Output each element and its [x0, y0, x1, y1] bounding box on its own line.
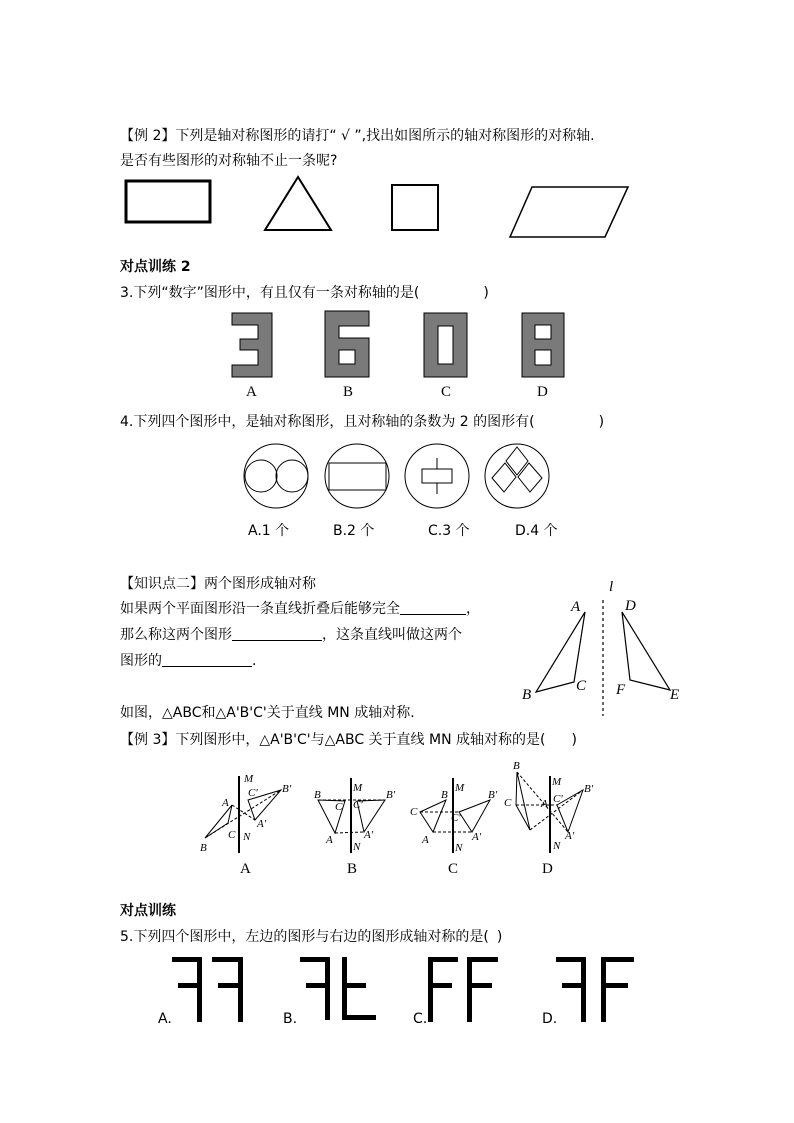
- q5-option-b: B.: [283, 1011, 298, 1027]
- fb-a1: A′: [364, 829, 374, 841]
- knowledge2-line3a: 图形的: [120, 653, 162, 669]
- practice2-heading: 对点训练 2: [120, 259, 191, 275]
- knowledge2-line2b: ，这条直线叫做这两个: [322, 627, 462, 643]
- fc-n: N: [455, 842, 463, 854]
- example3-option-d: D: [542, 861, 553, 877]
- fa-c1: C′: [248, 787, 258, 799]
- point-d-label: D: [625, 598, 636, 614]
- fc-c: C: [410, 806, 418, 818]
- q5-figure-d: [556, 957, 634, 1022]
- q4-close: ): [598, 414, 605, 430]
- fa-n: N: [243, 831, 251, 843]
- q4-option-b: B.2 个: [333, 523, 375, 539]
- fc-a: A: [422, 834, 429, 846]
- fa-a1: A′: [257, 818, 267, 830]
- fb-c1: C′: [353, 799, 363, 811]
- fb-a: A: [326, 834, 333, 846]
- q3-option-c: C: [441, 384, 452, 400]
- example3-stem: 【例 3】下列图形中，△A'B'C'与△ABC 关于直线 MN 成轴对称的是(: [120, 732, 546, 748]
- point-a-label: A: [571, 599, 581, 615]
- q5-figure-a: [172, 957, 243, 1022]
- q4-option-c: C.3 个: [428, 523, 470, 539]
- fb-n: N: [353, 841, 361, 853]
- fd-b: B: [513, 760, 520, 772]
- example3-close: ): [571, 732, 577, 748]
- q5-figure-c: [428, 957, 498, 1022]
- fa-m: M: [244, 773, 254, 785]
- fc-b1: B′: [488, 789, 498, 801]
- fc-a1: A′: [472, 831, 482, 843]
- example3-option-a: A: [240, 861, 251, 877]
- example2-line2: 是否有些图形的对称轴不止一条呢?: [120, 153, 338, 169]
- q3-stem: 3.下列“数字”图形中，有且仅有一条对称轴的是(: [120, 285, 420, 301]
- practice3-heading: 对点训练: [120, 903, 176, 919]
- point-f-label: F: [616, 682, 626, 698]
- q5-option-c: C.: [413, 1011, 428, 1027]
- example2-line1: 【例 2】下列是轴对称图形的请打“ √ ”,找出如图所示的轴对称图形的对称轴.: [120, 128, 595, 144]
- point-b-label: B: [522, 687, 532, 703]
- q3-option-a: A: [246, 384, 257, 400]
- fd-c: C: [504, 797, 512, 809]
- q4-option-a: A.1 个: [248, 523, 290, 539]
- point-c-label: C: [576, 678, 587, 694]
- fd-n: N: [553, 840, 561, 852]
- fa-b1: B′: [282, 783, 292, 795]
- q5-stem: 5.下列四个图形中，左边的图形与右边的图形成轴对称的是(: [120, 929, 489, 945]
- fd-b1: B′: [584, 783, 594, 795]
- axis-l-label: l: [609, 579, 614, 595]
- fa-b: B: [200, 842, 207, 854]
- knowledge2-line3b: .: [252, 653, 257, 669]
- fd-a1: A′: [565, 830, 575, 842]
- knowledge2-line4: 如图，△ABC和△A'B'C'关于直线 MN 成轴对称.: [120, 705, 415, 721]
- fb-m: M: [353, 782, 363, 794]
- fa-a: A: [222, 797, 229, 809]
- q3-close: ): [483, 285, 489, 301]
- knowledge2-line2a: 那么称这两个图形: [120, 627, 232, 643]
- example3-option-b: B: [347, 861, 358, 877]
- knowledge2-line1-text: 如果两个平面图形沿一条直线折叠后能够完全: [120, 601, 400, 617]
- fd-c1: C′: [553, 793, 563, 805]
- q3-option-b: B: [343, 384, 354, 400]
- knowledge2-heading: 【知识点二】两个图形成轴对称: [120, 576, 316, 592]
- fd-m: M: [552, 776, 562, 788]
- fa-c: C: [228, 829, 236, 841]
- fc-b: B: [441, 789, 448, 801]
- fc-c1: C′: [451, 812, 461, 824]
- fd-a: A: [541, 798, 548, 810]
- knowledge2-line1-end: ，: [466, 601, 480, 617]
- fc-m: M: [455, 782, 465, 794]
- q5-close: ): [496, 929, 503, 945]
- fb-c: C: [335, 801, 343, 813]
- fb-b: B: [314, 789, 321, 801]
- q4-stem: 4.下列四个图形中，是轴对称图形，且对称轴的条数为 2 的图形有(: [120, 414, 535, 430]
- q5-figure-b: [300, 957, 376, 1020]
- example3-option-c: C: [448, 861, 459, 877]
- fb-b1: B′: [386, 789, 396, 801]
- q5-option-a: A.: [158, 1011, 172, 1027]
- q4-option-d: D.4 个: [515, 523, 558, 539]
- q5-option-d: D.: [542, 1011, 558, 1027]
- point-e-label: E: [670, 687, 680, 703]
- q3-option-d: D: [537, 384, 548, 400]
